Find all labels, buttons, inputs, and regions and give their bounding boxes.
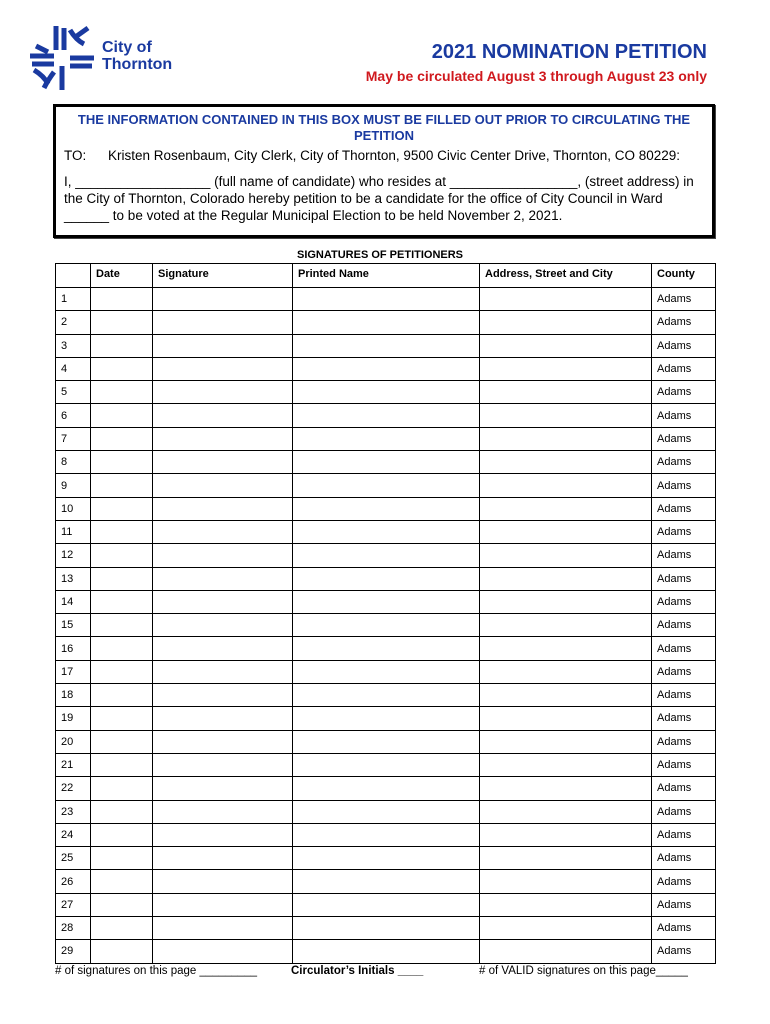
row-number: 20	[56, 730, 91, 753]
date-cell[interactable]	[91, 404, 153, 427]
address-cell[interactable]	[480, 520, 652, 543]
date-cell[interactable]	[91, 823, 153, 846]
printed-name-cell[interactable]	[293, 288, 480, 311]
col-header-number	[56, 264, 91, 288]
table-row	[56, 823, 716, 846]
address-cell[interactable]	[480, 660, 652, 683]
table-row	[56, 800, 716, 823]
candidate-info-box	[53, 104, 715, 238]
signature-cell[interactable]	[153, 590, 293, 613]
printed-name-cell[interactable]	[293, 334, 480, 357]
signature-cell[interactable]	[153, 497, 293, 520]
address-cell[interactable]	[480, 404, 652, 427]
row-number: 21	[56, 753, 91, 776]
signature-cell[interactable]	[153, 474, 293, 497]
county-cell: Adams	[652, 800, 716, 823]
row-number: 18	[56, 684, 91, 707]
page-footer	[55, 965, 715, 981]
address-cell[interactable]	[480, 311, 652, 334]
printed-name-cell[interactable]	[293, 427, 480, 450]
table-row	[56, 334, 716, 357]
row-number: 4	[56, 357, 91, 380]
county-cell: Adams	[652, 357, 716, 380]
row-number: 3	[56, 334, 91, 357]
address-cell[interactable]	[480, 753, 652, 776]
row-number: 2	[56, 311, 91, 334]
signature-cell[interactable]	[153, 520, 293, 543]
row-number: 11	[56, 520, 91, 543]
signature-cell[interactable]	[153, 753, 293, 776]
address-cell[interactable]	[480, 567, 652, 590]
table-row	[56, 520, 716, 543]
county-cell: Adams	[652, 404, 716, 427]
county-cell: Adams	[652, 520, 716, 543]
date-cell[interactable]	[91, 381, 153, 404]
signature-cell[interactable]	[153, 357, 293, 380]
signature-cell[interactable]	[153, 427, 293, 450]
row-number: 28	[56, 917, 91, 940]
printed-name-cell[interactable]	[293, 567, 480, 590]
row-number: 14	[56, 590, 91, 613]
table-row	[56, 567, 716, 590]
signature-rows	[56, 288, 716, 964]
date-cell[interactable]	[91, 614, 153, 637]
date-cell[interactable]	[91, 660, 153, 683]
county-cell: Adams	[652, 590, 716, 613]
table-row	[56, 637, 716, 660]
address-cell[interactable]	[480, 870, 652, 893]
county-cell: Adams	[652, 777, 716, 800]
row-number: 17	[56, 660, 91, 683]
date-cell[interactable]	[91, 637, 153, 660]
county-cell: Adams	[652, 917, 716, 940]
date-cell[interactable]	[91, 893, 153, 916]
printed-name-cell[interactable]	[293, 847, 480, 870]
county-cell: Adams	[652, 637, 716, 660]
table-header-row	[56, 264, 716, 288]
signature-cell[interactable]	[153, 404, 293, 427]
date-cell[interactable]	[91, 847, 153, 870]
printed-name-cell[interactable]	[293, 590, 480, 613]
printed-name-cell[interactable]	[293, 497, 480, 520]
date-cell[interactable]	[91, 567, 153, 590]
printed-name-cell[interactable]	[293, 474, 480, 497]
signature-cell[interactable]	[153, 730, 293, 753]
signature-cell[interactable]	[153, 940, 293, 963]
county-cell: Adams	[652, 847, 716, 870]
address-cell[interactable]	[480, 637, 652, 660]
table-row	[56, 590, 716, 613]
county-cell: Adams	[652, 707, 716, 730]
row-number: 6	[56, 404, 91, 427]
address-cell[interactable]	[480, 427, 652, 450]
date-cell[interactable]	[91, 544, 153, 567]
row-number: 19	[56, 707, 91, 730]
city-logo	[26, 22, 196, 94]
col-header-signature: Signature	[153, 264, 293, 288]
signature-cell[interactable]	[153, 893, 293, 916]
valid-count-field[interactable]: # of VALID signatures on this page_____	[479, 965, 688, 977]
table-row	[56, 544, 716, 567]
address-cell[interactable]	[480, 730, 652, 753]
signature-cell[interactable]	[153, 823, 293, 846]
county-cell: Adams	[652, 893, 716, 916]
row-number: 13	[56, 567, 91, 590]
county-cell: Adams	[652, 474, 716, 497]
printed-name-cell[interactable]	[293, 823, 480, 846]
table-row	[56, 288, 716, 311]
address-cell[interactable]	[480, 823, 652, 846]
printed-name-cell[interactable]	[293, 451, 480, 474]
address-cell[interactable]	[480, 893, 652, 916]
date-cell[interactable]	[91, 288, 153, 311]
signature-cell[interactable]	[153, 917, 293, 940]
table-row	[56, 427, 716, 450]
printed-name-cell[interactable]	[293, 940, 480, 963]
to-value: Kristen Rosenbaum, City Clerk, City of Thornton, 9500 Civic Center Drive, Thornton, CO 80229:	[108, 148, 681, 163]
page-title: 2021 NOMINATION PETITION	[431, 41, 707, 63]
date-cell[interactable]	[91, 753, 153, 776]
date-cell[interactable]	[91, 707, 153, 730]
address-cell[interactable]	[480, 847, 652, 870]
printed-name-cell[interactable]	[293, 660, 480, 683]
signature-cell[interactable]	[153, 381, 293, 404]
printed-name-cell[interactable]	[293, 637, 480, 660]
address-cell[interactable]	[480, 940, 652, 963]
printed-name-cell[interactable]	[293, 893, 480, 916]
county-cell: Adams	[652, 940, 716, 963]
date-cell[interactable]	[91, 520, 153, 543]
circulator-initials-field[interactable]: Circulator’s Initials ____	[291, 965, 424, 977]
date-cell[interactable]	[91, 474, 153, 497]
row-number: 29	[56, 940, 91, 963]
table-row	[56, 614, 716, 637]
table-row	[56, 404, 716, 427]
printed-name-cell[interactable]	[293, 707, 480, 730]
address-cell[interactable]	[480, 381, 652, 404]
table-row	[56, 381, 716, 404]
printed-name-cell[interactable]	[293, 753, 480, 776]
address-cell[interactable]	[480, 614, 652, 637]
signature-cell[interactable]	[153, 870, 293, 893]
address-cell[interactable]	[480, 544, 652, 567]
printed-name-cell[interactable]	[293, 311, 480, 334]
table-row	[56, 917, 716, 940]
printed-name-cell[interactable]	[293, 870, 480, 893]
date-cell[interactable]	[91, 427, 153, 450]
row-number: 27	[56, 893, 91, 916]
table-row	[56, 311, 716, 334]
table-row	[56, 660, 716, 683]
table-row	[56, 497, 716, 520]
logo-wordmark	[102, 39, 172, 73]
county-cell: Adams	[652, 497, 716, 520]
row-number: 23	[56, 800, 91, 823]
printed-name-cell[interactable]	[293, 800, 480, 823]
date-cell[interactable]	[91, 917, 153, 940]
address-cell[interactable]	[480, 288, 652, 311]
row-number: 5	[56, 381, 91, 404]
printed-name-cell[interactable]	[293, 544, 480, 567]
date-cell[interactable]	[91, 311, 153, 334]
printed-name-cell[interactable]	[293, 357, 480, 380]
address-cell[interactable]	[480, 497, 652, 520]
county-cell: Adams	[652, 311, 716, 334]
col-header-printed-name: Printed Name	[293, 264, 480, 288]
county-cell: Adams	[652, 684, 716, 707]
signature-cell[interactable]	[153, 451, 293, 474]
signature-cell[interactable]	[153, 544, 293, 567]
info-box-heading: THE INFORMATION CONTAINED IN THIS BOX MUST BE FILLED OUT PRIOR TO CIRCULATING THE PETITION	[77, 112, 691, 143]
signature-table	[55, 263, 716, 964]
address-cell[interactable]	[480, 451, 652, 474]
table-row	[56, 940, 716, 963]
address-cell[interactable]	[480, 917, 652, 940]
signature-count-field[interactable]: # of signatures on this page _________	[55, 965, 258, 977]
signature-cell[interactable]	[153, 567, 293, 590]
signature-cell[interactable]	[153, 637, 293, 660]
date-cell[interactable]	[91, 730, 153, 753]
county-cell: Adams	[652, 753, 716, 776]
date-cell[interactable]	[91, 777, 153, 800]
address-cell[interactable]	[480, 707, 652, 730]
address-cell[interactable]	[480, 684, 652, 707]
date-cell[interactable]	[91, 590, 153, 613]
signature-cell[interactable]	[153, 707, 293, 730]
table-row	[56, 451, 716, 474]
date-cell[interactable]	[91, 497, 153, 520]
county-cell: Adams	[652, 427, 716, 450]
date-cell[interactable]	[91, 334, 153, 357]
county-cell: Adams	[652, 730, 716, 753]
signatures-heading: SIGNATURES OF PETITIONERS	[296, 249, 464, 261]
title-block	[366, 40, 707, 85]
printed-name-cell[interactable]	[293, 730, 480, 753]
address-cell[interactable]	[480, 590, 652, 613]
table-row	[56, 684, 716, 707]
row-number: 15	[56, 614, 91, 637]
to-line	[64, 148, 704, 164]
table-row	[56, 474, 716, 497]
row-number: 8	[56, 451, 91, 474]
row-number: 1	[56, 288, 91, 311]
table-row	[56, 777, 716, 800]
signature-cell[interactable]	[153, 311, 293, 334]
table-row	[56, 847, 716, 870]
table-row	[56, 730, 716, 753]
date-cell[interactable]	[91, 357, 153, 380]
row-number: 24	[56, 823, 91, 846]
address-cell[interactable]	[480, 777, 652, 800]
row-number: 26	[56, 870, 91, 893]
signature-cell[interactable]	[153, 660, 293, 683]
address-cell[interactable]	[480, 474, 652, 497]
page-subtitle: May be circulated August 3 through August 23 only	[365, 68, 707, 84]
county-cell: Adams	[652, 870, 716, 893]
row-number: 16	[56, 637, 91, 660]
to-label: TO:	[64, 148, 87, 163]
signature-cell[interactable]	[153, 800, 293, 823]
printed-name-cell[interactable]	[293, 777, 480, 800]
county-cell: Adams	[652, 660, 716, 683]
table-row	[56, 707, 716, 730]
col-header-county: County	[652, 264, 716, 288]
county-cell: Adams	[652, 451, 716, 474]
county-cell: Adams	[652, 823, 716, 846]
table-row	[56, 357, 716, 380]
date-cell[interactable]	[91, 940, 153, 963]
row-number: 7	[56, 427, 91, 450]
col-header-date: Date	[91, 264, 153, 288]
printed-name-cell[interactable]	[293, 684, 480, 707]
signature-cell[interactable]	[153, 777, 293, 800]
row-number: 25	[56, 847, 91, 870]
date-cell[interactable]	[91, 684, 153, 707]
signature-cell[interactable]	[153, 847, 293, 870]
row-number: 9	[56, 474, 91, 497]
county-cell: Adams	[652, 567, 716, 590]
county-cell: Adams	[652, 288, 716, 311]
col-header-address: Address, Street and City	[480, 264, 652, 288]
date-cell[interactable]	[91, 870, 153, 893]
address-cell[interactable]	[480, 334, 652, 357]
address-cell[interactable]	[480, 357, 652, 380]
address-cell[interactable]	[480, 800, 652, 823]
date-cell[interactable]	[91, 451, 153, 474]
county-cell: Adams	[652, 544, 716, 567]
table-row	[56, 870, 716, 893]
signature-cell[interactable]	[153, 614, 293, 637]
table-row	[56, 893, 716, 916]
printed-name-cell[interactable]	[293, 404, 480, 427]
county-cell: Adams	[652, 614, 716, 637]
printed-name-cell[interactable]	[293, 520, 480, 543]
signature-cell[interactable]	[153, 684, 293, 707]
signature-cell[interactable]	[153, 334, 293, 357]
date-cell[interactable]	[91, 800, 153, 823]
logo-line-2: Thornton	[102, 56, 173, 73]
county-cell: Adams	[652, 381, 716, 404]
signature-cell[interactable]	[153, 288, 293, 311]
row-number: 12	[56, 544, 91, 567]
printed-name-cell[interactable]	[293, 381, 480, 404]
row-number: 10	[56, 497, 91, 520]
county-cell: Adams	[652, 334, 716, 357]
table-row	[56, 753, 716, 776]
logo-line-1: City of	[102, 39, 152, 56]
thornton-logo-icon	[26, 22, 98, 94]
row-number: 22	[56, 777, 91, 800]
candidate-statement: I, __________________ (full name of candidate) who resides at _________________, (street address) in the City of Thornton, Colorado hereby petition to be a candidate for the office of City Council in Ward ______ to be voted at the Regular Municipal Election to be held November 2, 2021.	[64, 174, 694, 223]
printed-name-cell[interactable]	[293, 917, 480, 940]
printed-name-cell[interactable]	[293, 614, 480, 637]
